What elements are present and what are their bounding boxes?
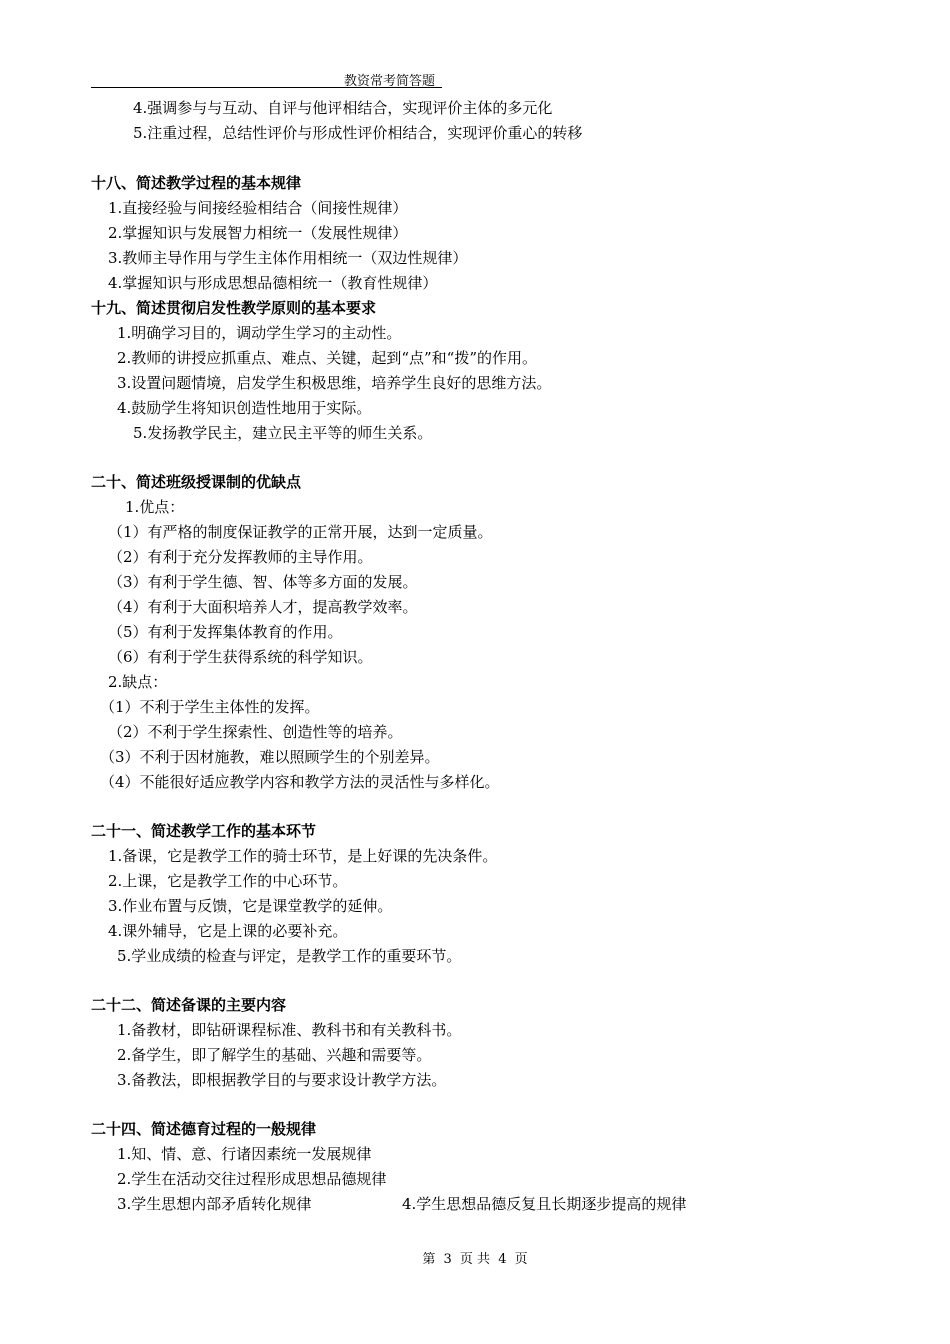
- continued-item-4: 4.强调参与与互动、自评与他评相结合，实现评价主体的多元化: [133, 99, 553, 117]
- s18-item-3: 3.教师主导作用与学生主体作用相统一（双边性规律）: [108, 249, 468, 267]
- s18-item-1: 1.直接经验与间接经验相结合（间接性规律）: [108, 199, 408, 217]
- s19-item-3: 3.设置问题情境，启发学生积极思维，培养学生良好的思维方法。: [117, 374, 552, 392]
- footer-suffix: 页: [514, 1252, 528, 1267]
- footer-prefix: 第: [422, 1252, 436, 1267]
- s20-disadvantage-1: （1）不利于学生主体性的发挥。: [100, 698, 320, 716]
- s20-advantage-5: （5）有利于发挥集体教育的作用。: [108, 623, 343, 641]
- s19-item-1: 1.明确学习目的，调动学生学习的主动性。: [117, 324, 402, 342]
- s22-item-2: 2.备学生，即了解学生的基础、兴趣和需要等。: [117, 1046, 432, 1064]
- s20-advantage-3: （3）有利于学生德、智、体等多方面的发展。: [108, 573, 418, 591]
- s18-item-2: 2.掌握知识与发展智力相统一（发展性规律）: [108, 224, 408, 242]
- section-21-title: 二十一、简述教学工作的基本环节: [91, 822, 317, 840]
- s20-disadvantages-label: 2.缺点：: [108, 673, 168, 691]
- s24-item-4: 4.学生思想品德反复且长期逐步提高的规律: [402, 1195, 687, 1213]
- footer-total-pages: 4: [498, 1252, 507, 1267]
- section-20-title: 二十、简述班级授课制的优缺点: [91, 473, 302, 491]
- s19-item-4: 4.鼓励学生将知识创造性地用于实际。: [117, 399, 372, 417]
- page-header-title: 教资常考简答题: [344, 74, 436, 89]
- s21-item-5: 5.学业成绩的检查与评定，是教学工作的重要环节。: [117, 947, 462, 965]
- s20-advantage-4: （4）有利于大面积培养人才，提高教学效率。: [108, 598, 418, 616]
- footer-page-number: 3: [443, 1252, 452, 1267]
- section-19-title: 十九、简述贯彻启发性教学原则的基本要求: [91, 299, 377, 317]
- s21-item-2: 2.上课，它是教学工作的中心环节。: [108, 872, 348, 890]
- s22-item-1: 1.备教材，即钻研课程标准、教科书和有关教科书。: [117, 1021, 462, 1039]
- s20-advantage-6: （6）有利于学生获得系统的科学知识。: [108, 648, 373, 666]
- s22-item-3: 3.备教法，即根据教学目的与要求设计教学方法。: [117, 1071, 447, 1089]
- continued-item-5: 5.注重过程，总结性评价与形成性评价相结合，实现评价重心的转移: [133, 124, 583, 142]
- s21-item-3: 3.作业布置与反馈，它是课堂教学的延伸。: [108, 897, 393, 915]
- s24-item-1: 1.知、情、意、行诸因素统一发展规律: [117, 1145, 372, 1163]
- s19-item-5: 5.发扬教学民主，建立民主平等的师生关系。: [133, 424, 433, 442]
- s20-disadvantage-2: （2）不利于学生探索性、创造性等的培养。: [108, 723, 403, 741]
- s24-item-2: 2.学生在活动交往过程形成思想品德规律: [117, 1170, 387, 1188]
- header-rule: [91, 87, 442, 88]
- s18-item-4: 4.掌握知识与形成思想品德相统一（教育性规律）: [108, 274, 438, 292]
- page-footer: [0, 1248, 950, 1267]
- section-18-title: 十八、简述教学过程的基本规律: [91, 174, 302, 192]
- s21-item-1: 1.备课，它是教学工作的骑士环节，是上好课的先决条件。: [108, 847, 498, 865]
- section-24-title: 二十四、简述德育过程的一般规律: [91, 1120, 317, 1138]
- s20-advantage-1: （1）有严格的制度保证教学的正常开展，达到一定质量。: [108, 523, 493, 541]
- s21-item-4: 4.课外辅导，它是上课的必要补充。: [108, 922, 348, 940]
- s19-item-2: 2.教师的讲授应抓重点、难点、关键，起到“点”和“拨”的作用。: [117, 349, 537, 367]
- s20-advantage-2: （2）有利于充分发挥教师的主导作用。: [108, 548, 373, 566]
- s24-item-3: 3.学生思想内部矛盾转化规律: [117, 1195, 312, 1213]
- s20-advantages-label: 1.优点：: [125, 498, 185, 516]
- section-22-title: 二十二、简述备课的主要内容: [91, 996, 287, 1014]
- s20-disadvantage-3: （3）不利于因材施教，难以照顾学生的个别差异。: [100, 748, 440, 766]
- s20-disadvantage-4: （4）不能很好适应教学内容和教学方法的灵活性与多样化。: [100, 773, 500, 791]
- footer-middle: 页 共: [459, 1252, 491, 1267]
